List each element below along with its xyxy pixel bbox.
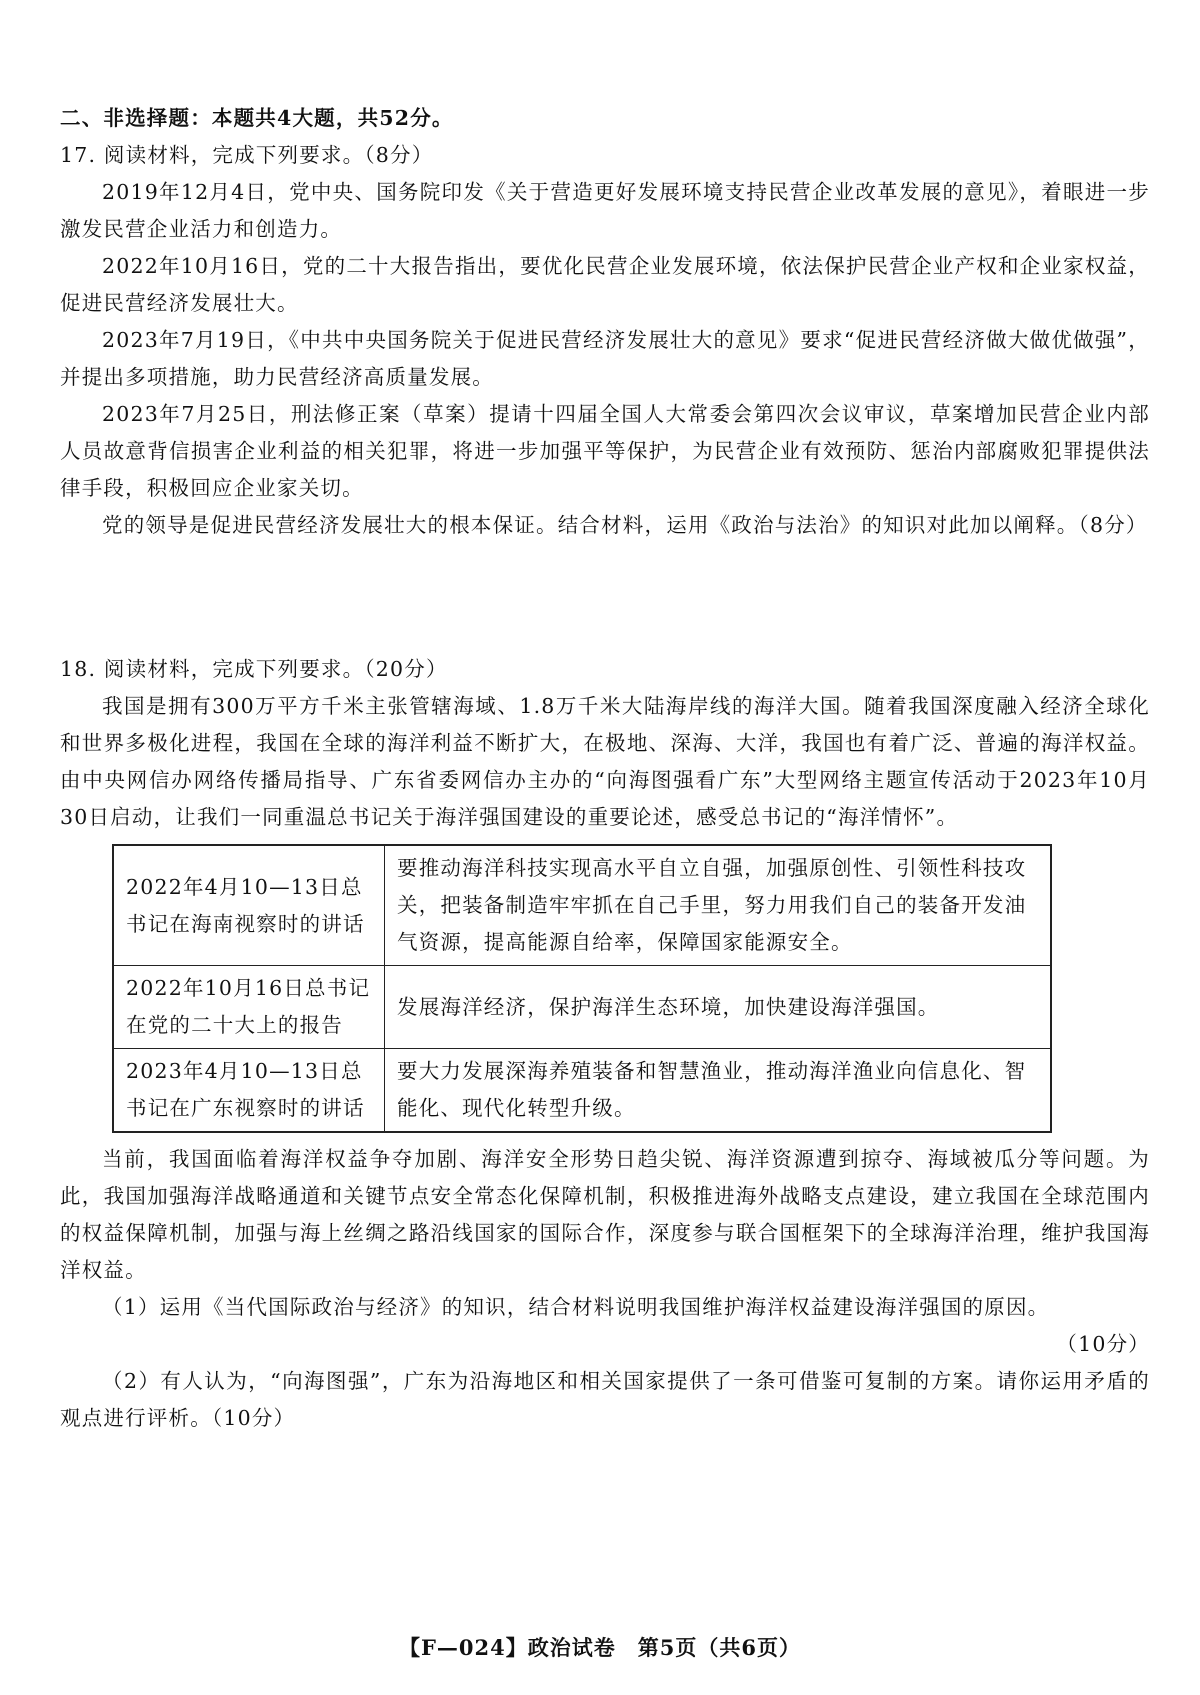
q17-paragraph: 2023年7月25日，刑法修正案（草案）提请十四届全国人大常委会第四次会议审议，草案增加民营企业内部人员故意背信损害企业利益的相关犯罪，将进一步加强平等保护，为民营企业有效预防、惩治内部腐败犯罪提供法律手段，积极回应企业家关切。 xyxy=(60,402,1150,500)
table-cell-content: 要大力发展深海养殖装备和智慧渔业，推动海洋渔业向信息化、智能化、现代化转型升级。 xyxy=(385,1049,1052,1133)
q18-after-paragraph: 当前，我国面临着海洋权益争夺加剧、海洋安全形势日趋尖锐、海洋资源遭到掠夺、海域被瓜分等问题。为此，我国加强海洋战略通道和关键节点安全常态化保障机制，积极推进海外战略支点建设，建立我国在全球范围内的权益保障机制，加强与海上丝绸之路沿线国家的国际合作，深度参与联合国框架下的全球海洋治理，维护我国海洋权益。 xyxy=(60,1147,1150,1282)
page-content xyxy=(60,100,1150,1437)
table-row xyxy=(113,845,1051,966)
q18-sub-question-1: （1）运用《当代国际政治与经济》的知识，结合材料说明我国维护海洋权益建设海洋强国的原因。 xyxy=(102,1295,1050,1319)
table-cell-source: 2022年4月10—13日总书记在海南视察时的讲话 xyxy=(113,845,385,966)
page-footer: 【F—024】政治试卷 第5页（共6页） xyxy=(399,1635,801,1660)
table-row xyxy=(113,966,1051,1049)
q17-paragraph: 2023年7月19日，《中共中央国务院关于促进民营经济发展壮大的意见》要求“促进民营经济做大做优做强”，并提出多项措施，助力民营经济高质量发展。 xyxy=(60,328,1150,389)
table-cell-source: 2023年4月10—13日总书记在广东视察时的讲话 xyxy=(113,1049,385,1133)
table-cell-content: 发展海洋经济，保护海洋生态环境，加快建设海洋强国。 xyxy=(385,966,1052,1049)
q18-title: 18. 阅读材料，完成下列要求。（20分） xyxy=(60,657,448,681)
q18-intro: 我国是拥有300万平方千米主张管辖海域、1.8万千米大陆海岸线的海洋大国。随着我国深度融入经济全球化和世界多极化进程，我国在全球的海洋利益不断扩大，在极地、深海、大洋，我国也有着广泛、普遍的海洋权益。由中央网信办网络传播局指导、广东省委网信办主办的“向海图强看广东”大型网络主题宣传活动于2023年10月30日启动，让我们一同重温总书记关于海洋强国建设的重要论述，感受总书记的“海洋情怀”。 xyxy=(60,694,1150,829)
q17-paragraph: 2022年10月16日，党的二十大报告指出，要优化民营企业发展环境，依法保护民营企业产权和企业家权益，促进民营经济发展壮大。 xyxy=(60,254,1150,315)
table-cell-source: 2022年10月16日总书记在党的二十大上的报告 xyxy=(113,966,385,1049)
q17-question: 党的领导是促进民营经济发展壮大的根本保证。结合材料，运用《政治与法治》的知识对此加以阐释。（8分） xyxy=(102,513,1148,537)
q17-paragraph: 2019年12月4日，党中央、国务院印发《关于营造更好发展环境支持民营企业改革发展的意见》，着眼进一步激发民营企业活力和创造力。 xyxy=(60,180,1150,241)
answer-space xyxy=(60,544,1150,651)
section-header: 二、非选择题：本题共4大题，共52分。 xyxy=(60,106,454,130)
q18-sub-question-1-score: （10分） xyxy=(1056,1332,1150,1356)
speech-table xyxy=(112,844,1052,1133)
q17-title: 17. 阅读材料，完成下列要求。（8分） xyxy=(60,143,434,167)
table-cell-content: 要推动海洋科技实现高水平自立自强，加强原创性、引领性科技攻关，把装备制造牢牢抓在自己手里，努力用我们自己的装备开发油气资源，提高能源自给率，保障国家能源安全。 xyxy=(385,845,1052,966)
q18-sub-question-2: （2）有人认为，“向海图强”，广东为沿海地区和相关国家提供了一条可借鉴可复制的方案。请你运用矛盾的观点进行评析。（10分） xyxy=(60,1369,1150,1430)
table-row xyxy=(113,1049,1051,1133)
